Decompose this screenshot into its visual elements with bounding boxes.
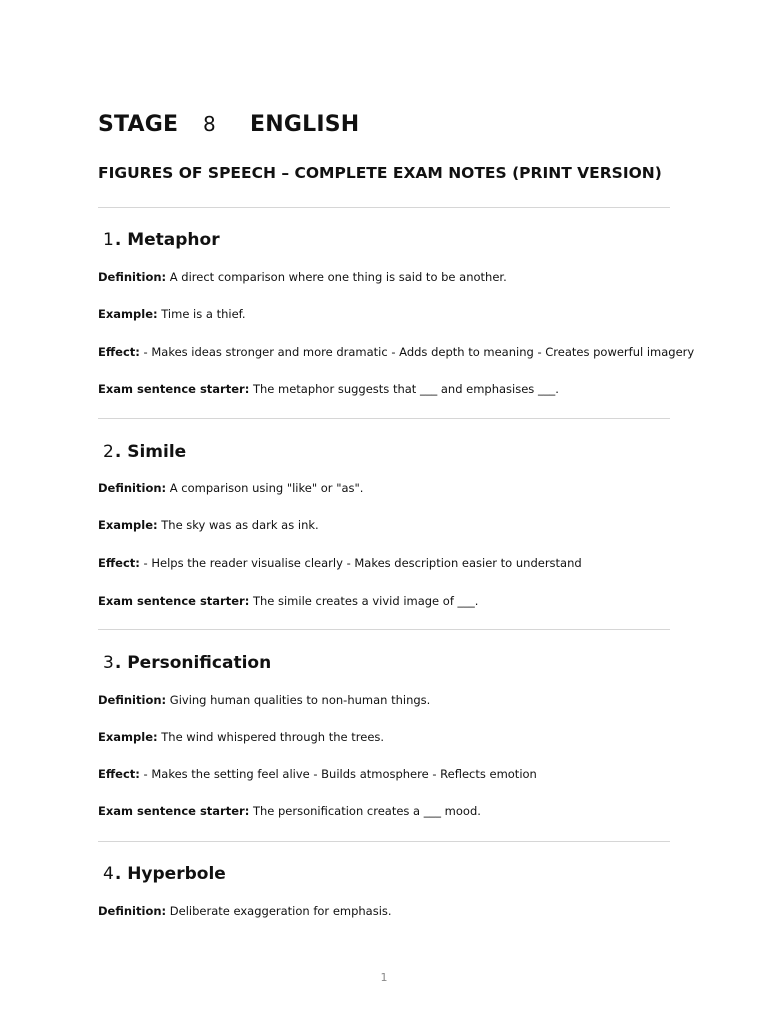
- section-title: . Simile: [114, 442, 187, 462]
- line-label: Example:: [98, 518, 158, 532]
- section-heading-hyperbole: [103, 864, 226, 884]
- section-number: 4: [103, 864, 114, 884]
- line-label: Example:: [98, 307, 158, 321]
- sentence-starter-line: [98, 594, 478, 608]
- title-stage-number: 8: [203, 112, 216, 136]
- section-title: . Metaphor: [114, 230, 220, 250]
- effect-line: [98, 345, 694, 359]
- line-text: - Makes ideas stronger and more dramatic - Adds depth to meaning - Creates powerful imagery: [139, 345, 695, 359]
- line-label: Exam sentence starter:: [98, 382, 250, 396]
- line-label: Effect:: [98, 345, 140, 359]
- line-text: A direct comparison where one thing is said to be another.: [166, 270, 507, 284]
- page-number: 1: [380, 971, 388, 984]
- line-text: Deliberate exaggeration for emphasis.: [166, 904, 392, 918]
- definition-line: [98, 904, 392, 918]
- section-number: 1: [103, 230, 114, 250]
- effect-line: [98, 556, 582, 570]
- section-divider: [98, 841, 670, 842]
- line-text: - Helps the reader visualise clearly - Makes description easier to understand: [139, 556, 582, 570]
- example-line: [98, 730, 384, 744]
- section-heading-personification: [103, 653, 271, 673]
- line-label: Exam sentence starter:: [98, 804, 250, 818]
- effect-line: [98, 767, 537, 781]
- line-label: Exam sentence starter:: [98, 594, 250, 608]
- line-text: Giving human qualities to non-human things.: [166, 693, 431, 707]
- line-text: The personification creates a ___ mood.: [249, 804, 481, 818]
- section-number: 2: [103, 442, 114, 462]
- line-text: - Makes the setting feel alive - Builds atmosphere - Reflects emotion: [139, 767, 537, 781]
- definition-line: [98, 693, 430, 707]
- example-line: [98, 518, 319, 532]
- section-divider: [98, 629, 670, 630]
- line-label: Definition:: [98, 270, 167, 284]
- line-text: The simile creates a vivid image of ___.: [249, 594, 479, 608]
- title-stage: STAGE: [98, 112, 179, 137]
- line-label: Definition:: [98, 481, 167, 495]
- line-text: Time is a thief.: [157, 307, 246, 321]
- section-number: 3: [103, 653, 114, 673]
- section-title: . Personification: [114, 653, 272, 673]
- line-text: The metaphor suggests that ___ and emphasises ___.: [249, 382, 559, 396]
- line-label: Effect:: [98, 556, 140, 570]
- line-text: The wind whispered through the trees.: [157, 730, 385, 744]
- definition-line: [98, 481, 363, 495]
- title-subject: ENGLISH: [250, 112, 360, 137]
- section-heading-metaphor: [103, 230, 220, 250]
- line-label: Effect:: [98, 767, 140, 781]
- section-divider: [98, 418, 670, 419]
- sentence-starter-line: [98, 382, 559, 396]
- definition-line: [98, 270, 507, 284]
- line-text: A comparison using "like" or "as".: [166, 481, 364, 495]
- section-divider: [98, 207, 670, 208]
- document-subtitle: FIGURES OF SPEECH – COMPLETE EXAM NOTES (PRINT VERSION): [98, 164, 662, 182]
- section-heading-simile: [103, 442, 186, 462]
- line-label: Definition:: [98, 904, 167, 918]
- line-label: Definition:: [98, 693, 167, 707]
- section-title: . Hyperbole: [114, 864, 226, 884]
- sentence-starter-line: [98, 804, 481, 818]
- line-label: Example:: [98, 730, 158, 744]
- line-text: The sky was as dark as ink.: [157, 518, 319, 532]
- example-line: [98, 307, 246, 321]
